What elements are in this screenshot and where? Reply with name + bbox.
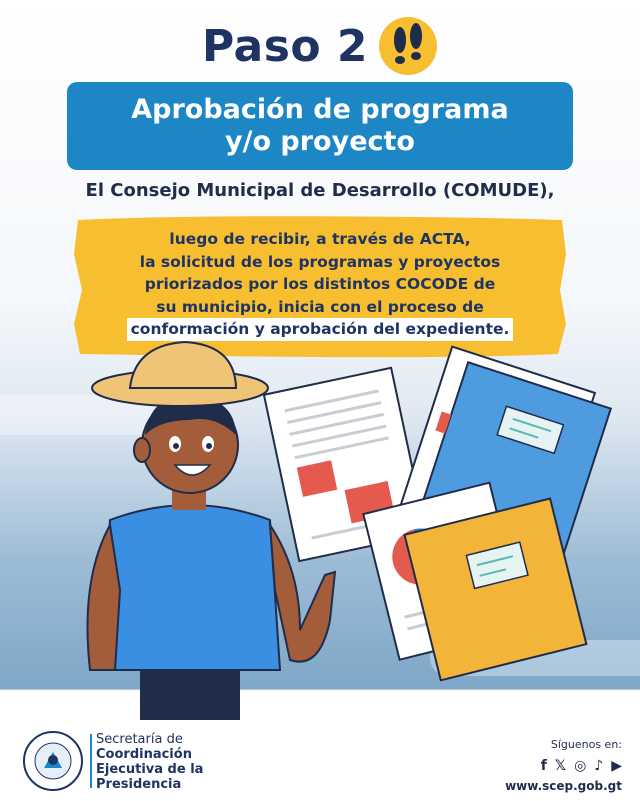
- page-title: Paso 2: [201, 20, 369, 72]
- body-line-1: luego de recibir, a través de ACTA,: [169, 230, 471, 248]
- body-text: [72, 228, 568, 341]
- footsteps-icon: [378, 16, 438, 76]
- instagram-icon[interactable]: ◎: [574, 758, 587, 774]
- youtube-icon[interactable]: ▶: [611, 758, 622, 774]
- website-link[interactable]: www.scep.gob.gt: [505, 779, 622, 793]
- organization-name: [96, 732, 203, 792]
- body-line-4: su municipio, inicia con el proceso de: [156, 297, 484, 316]
- org-line-1: Secretaría de: [96, 732, 183, 747]
- guatemala-seal-icon: [22, 730, 84, 792]
- x-icon[interactable]: 𝕏: [554, 758, 567, 774]
- org-line-3: Ejecutiva de la: [96, 762, 204, 777]
- org-line-4: Presidencia: [96, 777, 182, 792]
- social-block: [505, 738, 622, 793]
- body-line-2: la solicitud de los programas y proyectos: [139, 252, 501, 271]
- logo-divider: [90, 734, 92, 788]
- body-line-5: conformación y aprobación del expediente.: [127, 318, 514, 341]
- body-line-3: priorizados por los distintos COCODE de: [144, 275, 496, 293]
- subtitle: El Consejo Municipal de Desarrollo (COMUDE),: [85, 180, 555, 201]
- banner-line-1: Aprobación de programa: [131, 94, 509, 125]
- banner-line-2: y/o proyecto: [225, 126, 415, 157]
- illustration: [0, 340, 640, 720]
- tiktok-icon[interactable]: ♪: [594, 758, 604, 774]
- facebook-icon[interactable]: f: [540, 758, 547, 774]
- step-banner: [67, 82, 573, 170]
- title-row: [0, 16, 640, 76]
- follow-label: Síguenos en:: [550, 738, 622, 751]
- social-icons: [505, 759, 622, 773]
- footer: [0, 720, 640, 801]
- org-line-2: Coordinación: [96, 747, 192, 762]
